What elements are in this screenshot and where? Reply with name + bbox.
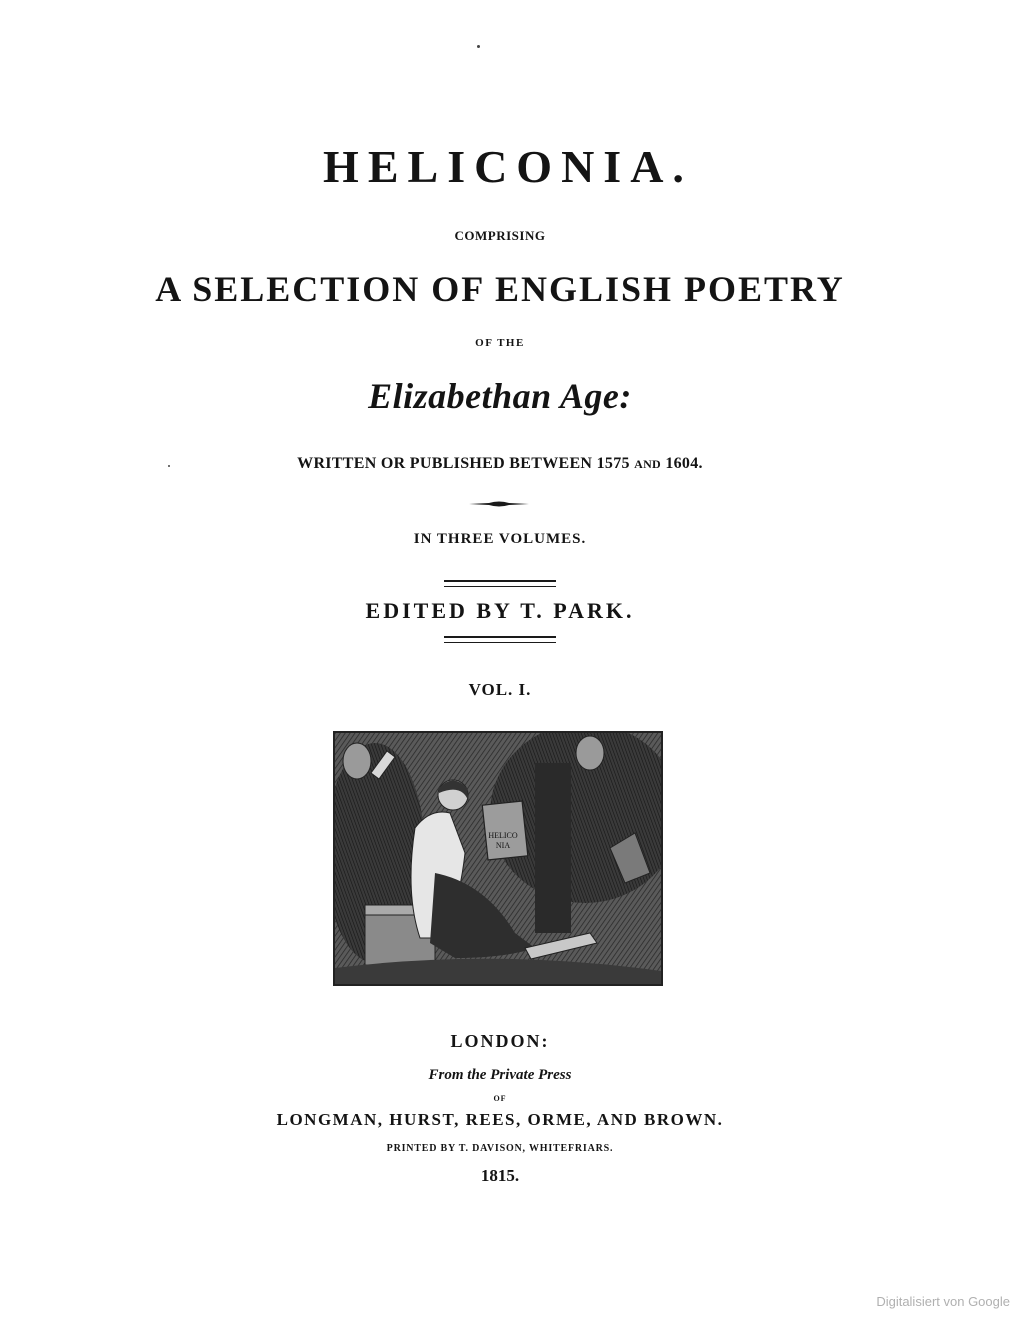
editor-line: EDITED BY T. PARK. [365, 598, 635, 623]
of-label: OF [493, 1094, 507, 1103]
ink-speck [477, 45, 480, 48]
publishers-line: LONGMAN, HURST, REES, ORME, AND BROWN. [276, 1110, 724, 1129]
date-range-text: WRITTEN OR PUBLISHED BETWEEN 1575 [297, 455, 630, 472]
double-rule-bottom [444, 636, 556, 643]
printer-line: PRINTED BY T. DAVISON, WHITEFRIARS. [386, 1143, 614, 1154]
date-range-and: AND [634, 457, 662, 471]
double-rule-top [444, 580, 556, 587]
comprising-label: COMPRISING [454, 228, 546, 243]
book-label-line-2: NIA [495, 841, 511, 850]
elizabethan-age-heading: Elizabethan Age: [368, 376, 632, 416]
google-watermark: Digitalisiert von Google [876, 1294, 1010, 1309]
ornament-divider [469, 500, 529, 508]
frontispiece-engraving [333, 731, 663, 986]
date-range-line [0, 455, 1000, 473]
volumes-note: IN THREE VOLUMES. [413, 531, 587, 547]
publication-year: 1815. [480, 1166, 520, 1185]
of-the-label: OF THE [475, 337, 525, 349]
engraving-illustration [335, 733, 661, 984]
volume-number: VOL. I. [468, 680, 532, 699]
private-press-line: From the Private Press [428, 1067, 572, 1083]
subtitle-selection: A SELECTION OF ENGLISH POETRY [155, 269, 845, 309]
book-label-line-1: HELICO [488, 831, 518, 840]
place-of-publication: LONDON: [450, 1031, 550, 1051]
date-range-end-year: 1604. [665, 455, 703, 472]
book-title: HELICONIA. [323, 141, 693, 192]
